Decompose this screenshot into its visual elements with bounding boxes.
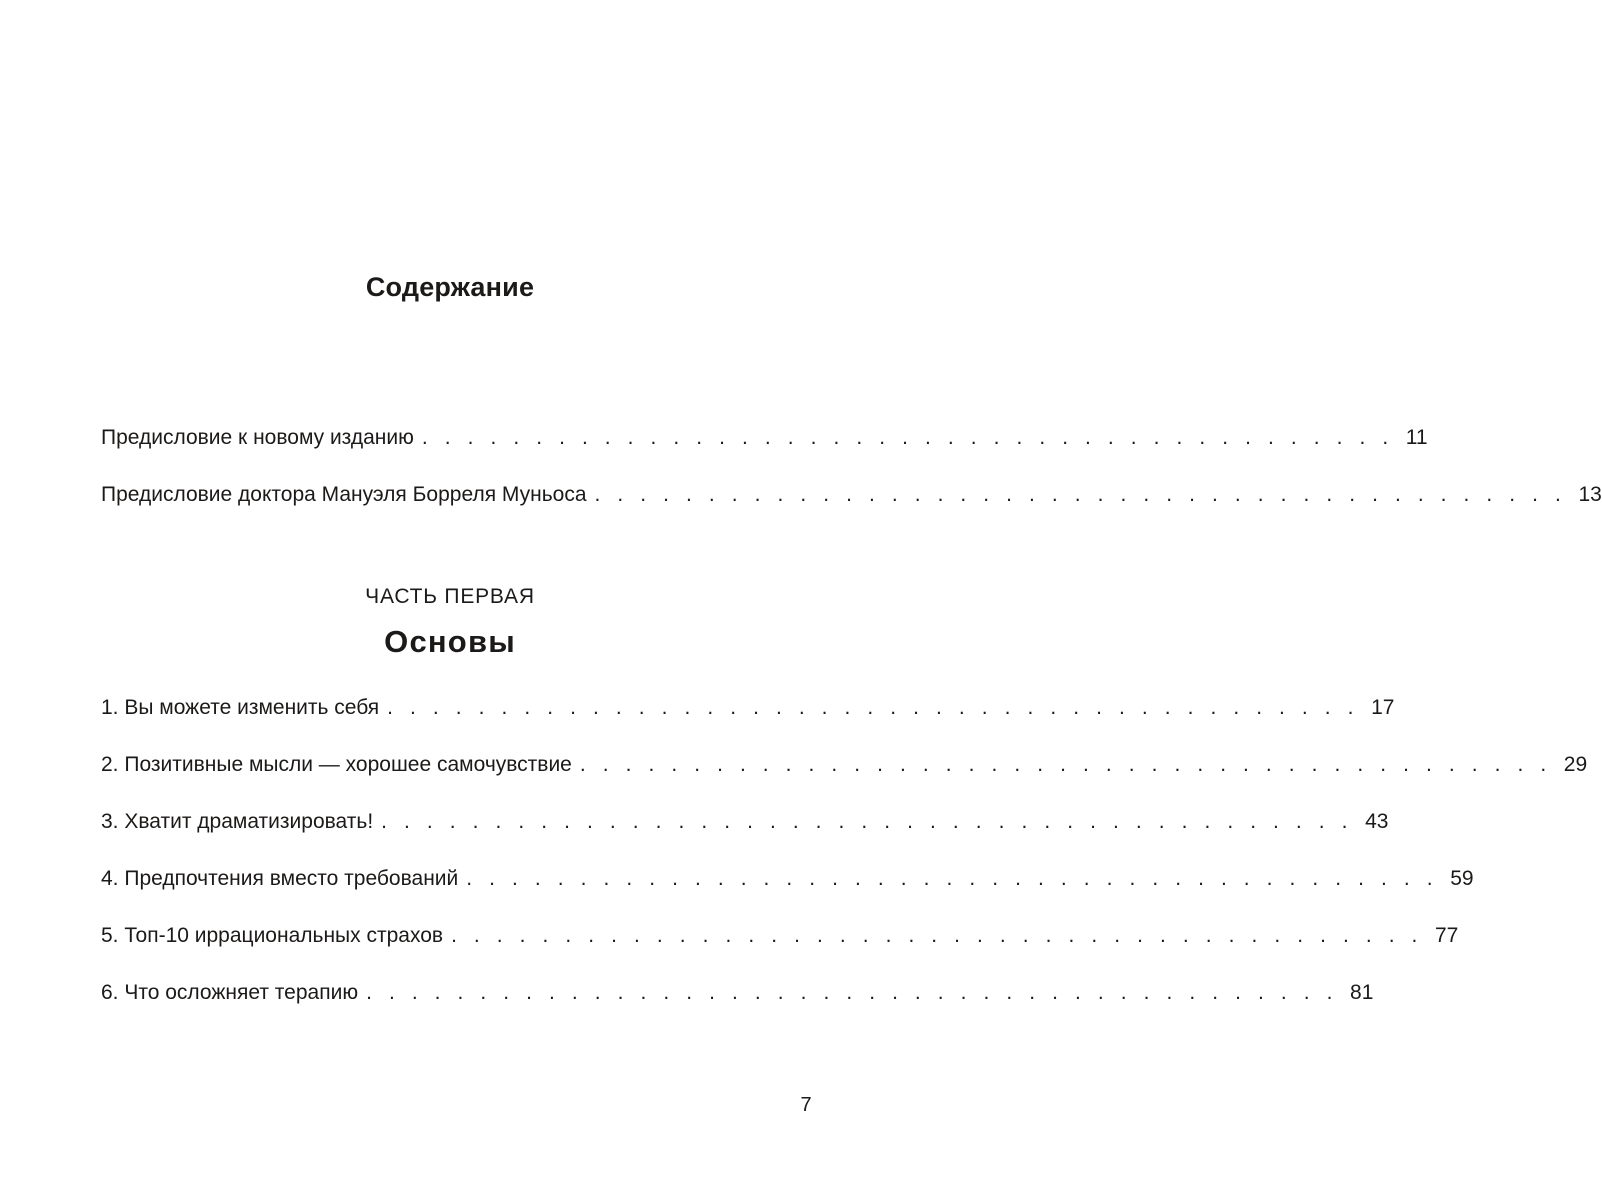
toc-leader-dots: . . . . . . . . . . . . . . . . . . . . . . . . . . . . . . . . . . . . . . . . . . . — [387, 696, 1360, 719]
toc-entry-chapter-4[interactable] — [101, 865, 1474, 893]
toc-leader-dots: . . . . . . . . . . . . . . . . . . . . . . . . . . . . . . . . . . . . . . . . . . . — [421, 426, 1394, 449]
toc-entry-chapter-2[interactable] — [101, 751, 1588, 779]
toc-entry-preface-new-edition[interactable] — [101, 424, 1428, 452]
page-number-footer — [0, 1094, 812, 1117]
toc-page-number: 43 — [1365, 810, 1389, 833]
toc-page-number: 11 — [1405, 426, 1428, 449]
toc-page-number: 29 — [1563, 753, 1588, 776]
toc-page-number: 17 — [1371, 696, 1395, 719]
toc-entry-text: 4. Предпочтения вместо требований — [101, 867, 459, 890]
toc-page-number: 77 — [1435, 924, 1459, 947]
toc-leader-dots: . . . . . . . . . . . . . . . . . . . . . . . . . . . . . . . . . . . . . . . . . . . — [466, 867, 1439, 890]
toc-entry-text: 3. Хватит драматизировать! — [101, 810, 374, 833]
toc-leader-dots: . . . . . . . . . . . . . . . . . . . . . . . . . . . . . . . . . . . . . . . . . . . — [594, 483, 1567, 506]
toc-leader-dots: . . . . . . . . . . . . . . . . . . . . . . . . . . . . . . . . . . . . . . . . . . . — [451, 924, 1423, 947]
toc-entry-text: Предисловие доктора Мануэля Борреля Муньоса — [101, 483, 587, 506]
toc-entry-chapter-6[interactable] — [101, 979, 1374, 1007]
toc-entry-chapter-3[interactable] — [101, 808, 1389, 836]
toc-entry-preface-borrell[interactable] — [101, 481, 1602, 509]
toc-entry-text: 5. Топ-10 иррациональных страхов — [101, 924, 444, 947]
toc-leader-dots: . . . . . . . . . . . . . . . . . . . . . . . . . . . . . . . . . . . . . . . . . . . — [366, 981, 1339, 1004]
toc-entry-text: 2. Позитивные мысли — хорошее самочувствие — [101, 753, 572, 776]
toc-entry-text: 1. Вы можете изменить себя — [101, 696, 380, 719]
toc-entry-text: Предисловие к новому изданию — [101, 426, 414, 449]
toc-leader-dots: . . . . . . . . . . . . . . . . . . . . . . . . . . . . . . . . . . . . . . . . . . . — [579, 753, 1552, 776]
toc-leader-dots: . . . . . . . . . . . . . . . . . . . . . . . . . . . . . . . . . . . . . . . . . . . — [381, 810, 1354, 833]
toc-page-number: 59 — [1450, 867, 1474, 890]
toc-entry-chapter-5[interactable] — [101, 922, 1459, 950]
toc-page-number: 13 — [1578, 483, 1602, 506]
contents-title: Содержание — [365, 272, 535, 302]
page-number: 7 — [800, 1094, 812, 1116]
toc-entry-text: 6. Что осложняет терапию — [101, 981, 359, 1004]
toc-entry-chapter-1[interactable] — [101, 694, 1395, 722]
part-label: ЧАСТЬ ПЕРВАЯ — [365, 585, 535, 608]
toc-page-number: 81 — [1350, 981, 1374, 1004]
part-title: Основы — [384, 624, 516, 659]
